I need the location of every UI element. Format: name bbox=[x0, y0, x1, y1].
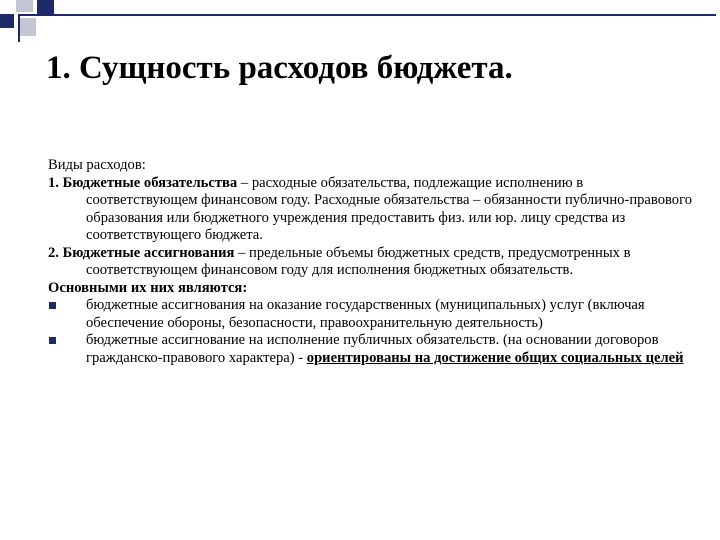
square-bullet-icon bbox=[48, 332, 86, 367]
item-2-number: 2. bbox=[48, 244, 59, 261]
item-2 bbox=[48, 245, 698, 280]
bullet-item bbox=[48, 297, 698, 332]
item-1 bbox=[48, 175, 698, 245]
intro-text: Виды расходов: bbox=[48, 157, 146, 173]
main-heading: Основными их них являются: bbox=[48, 279, 248, 296]
header-rule bbox=[18, 14, 716, 16]
bullet-item bbox=[48, 332, 698, 367]
item-1-text: – расходные обязательства, подлежащие исполнению в соответствующем финансовом году. Расходные обязательства – обязанности публично-правового образования или бюджетного учреждения предоставить физ. или юр. лицу средства из соответствующего бюджета. bbox=[86, 174, 693, 243]
decor-square bbox=[0, 14, 14, 28]
decor-square bbox=[18, 18, 36, 36]
decor-square bbox=[37, 0, 54, 14]
item-1-term: Бюджетные обязательства bbox=[62, 174, 238, 191]
slide-body bbox=[48, 157, 698, 367]
item-2-text: – предельные объемы бюджетных средств, предусмотренных в соответствующем финансовом году для исполнения бюджетных обязательств. bbox=[86, 244, 631, 278]
bullet-emphasis: ориентированы на достижение общих социальных целей bbox=[306, 349, 684, 366]
bullet-text: бюджетные ассигнования на оказание государственных (муниципальных) услуг (включая обеспечение обороны, безопасности, правоохранительную деятельность) bbox=[86, 297, 645, 331]
item-1-number: 1. bbox=[48, 174, 59, 191]
bullet-text: бюджетные ассигнование на исполнение публичных обязательств. (на основании договоров гражданско-правового характера) - bbox=[86, 332, 659, 366]
square-bullet-icon bbox=[48, 297, 86, 332]
slide-title: 1. Сущность расходов бюджета. bbox=[46, 50, 513, 86]
bullet-text-container bbox=[86, 332, 698, 367]
item-2-term: Бюджетные ассигнования bbox=[62, 244, 235, 261]
left-rule bbox=[18, 14, 20, 42]
decor-square bbox=[16, 0, 33, 12]
